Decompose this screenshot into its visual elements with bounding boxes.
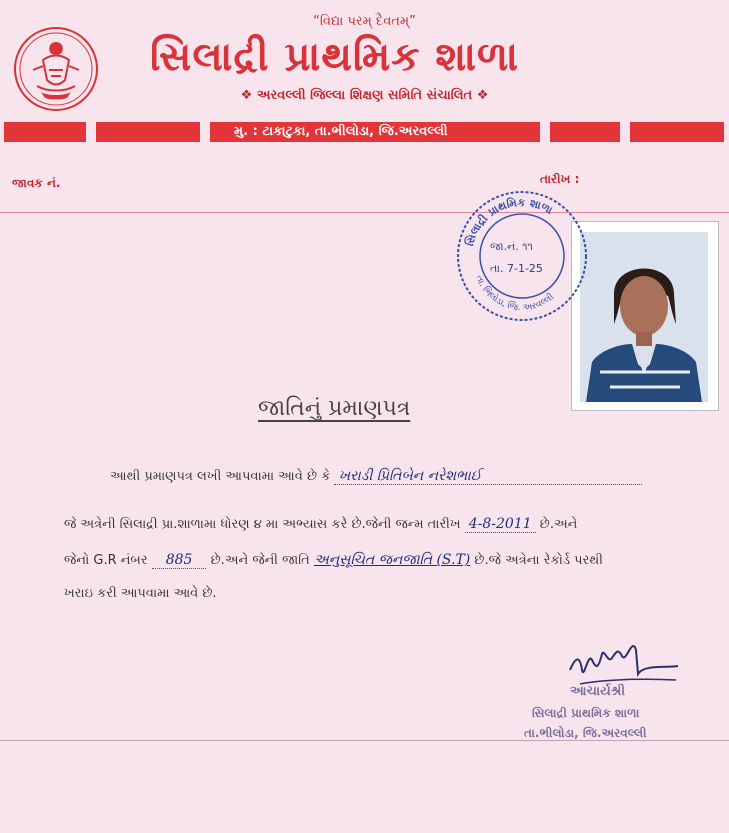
certificate-line-3 (64, 552, 603, 568)
stamp-ring-bottom: તા. ભિલોડા, જિ. અરવલ્લી (473, 274, 556, 314)
school-seal-stamp (452, 186, 592, 326)
line1-prefix: આથી પ્રમાણપત્ર લખી આપવામા આવે છે કે (110, 469, 331, 484)
student-name: ખરાડી પ્રિતિબેન નરેશભાઈ (334, 468, 642, 485)
school-name: સિલાદ્રી પ્રાથમિક શાળા (150, 34, 520, 80)
certificate-title (258, 396, 410, 421)
certificate-line-4: ખરાઇ કરી આપવામા આવે છે. (64, 586, 217, 601)
student-photo (572, 222, 718, 410)
certificate-title-text: જાતિનું પ્રમાણપત્ર (258, 396, 411, 421)
stamp-ring-text: સિલાદ્રી પ્રાથમિક શાળા (463, 195, 555, 248)
stamp-date: તા. 7-1-25 (490, 262, 543, 275)
line3-prefix: જેનો G.R નંબર (64, 553, 148, 568)
school-address: મુ. : ટાકાટુકા, તા.ભીલોડા, જિ.અરવલ્લી (234, 124, 448, 139)
line2-prefix: જે અત્રેની સિલાદ્રી પ્રા.શાળામા ધોરણ ૪ મા અભ્યાસ કરે છે.જેની જન્મ તારીખ (64, 517, 461, 532)
line3-suffix: છે.જે અત્રેના રેકોર્ડ પરથી (474, 553, 603, 568)
svg-text:તા. ભિલોડા, જિ. અરવલ્લી (473, 274, 556, 313)
line3-mid: છે.અને જેની જાતિ (210, 553, 310, 568)
footer-divider (0, 740, 729, 741)
school-motto: “વિદ્યા પરમ્ દૈવતમ્” (313, 14, 416, 29)
school-subtitle: ❖ અરવલ્લી જિલ્લા શિક્ષણ સમિતિ સંચાલિત ❖ (240, 88, 489, 103)
signature-school: સિલાદ્રી પ્રાથમિક શાળા (532, 706, 640, 720)
date-label: તારીખ : (540, 172, 580, 186)
signature-place: તા.ભીલોડા, જિ.અરવલ્લી (524, 726, 647, 740)
student-portrait-icon (580, 232, 708, 402)
line2-suffix: છે.અને (539, 517, 578, 532)
header-divider (0, 212, 729, 213)
gr-number: 885 (152, 552, 207, 569)
address-band (4, 122, 724, 142)
certificate-line-2 (64, 516, 577, 532)
outward-number-label: જાવક નં. (12, 176, 61, 190)
signature-title: આચાર્યશ્રી (570, 684, 626, 699)
stamp-number: જા.નં. ૧૧ (490, 240, 534, 253)
birth-date: 4-8-2011 (465, 516, 536, 533)
caste: અનુસૂચિત જનજાતિ (S.T) (313, 552, 471, 568)
certificate-line-1 (110, 468, 642, 485)
